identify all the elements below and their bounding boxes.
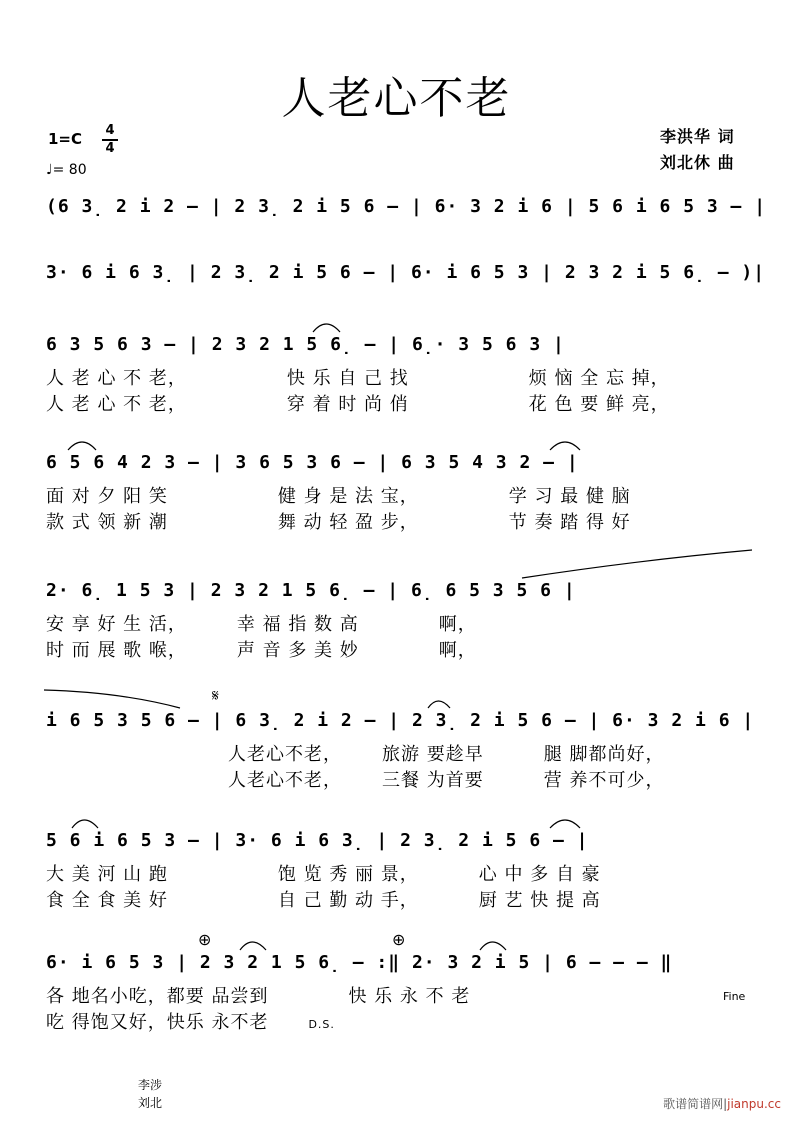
lyric-line: 时 而 展 歌 喉， 声 音 多 美 妙 啊， [46,640,477,661]
key-signature: 1=C [48,130,83,148]
slur-mark [313,324,340,332]
slur-mark [240,942,266,950]
cropped-credit-fragment: 李涉 [138,1078,163,1092]
lyric-line: 各 地名小吃，都要 品尝到 快 乐 永 不 老 [46,986,471,1007]
segno-icon: 𝄋 [212,686,219,705]
notation-row-6: i 6 5 3 5 6 – | 6 3̣ 2 i 2 – | 2 3̣ 2 i 5 6 – | 6· 3 2 i 6 | [46,710,755,731]
site-watermark: 歌谱简谱网|jianpu.cc [663,1097,781,1111]
slur-mark [428,701,450,708]
cropped-credit-fragment: 刘北 [138,1096,163,1110]
lyric-line: 大 美 河 山 跑 饱 览 秀 丽 景， 心 中 多 自 豪 [46,864,601,885]
slur-mark [550,442,580,450]
lyric-line: 款 式 领 新 潮 舞 动 轻 盈 步， 节 奏 踏 得 好 [46,512,631,533]
page-title: 人老心不老 [281,73,512,124]
notation-row-3: 6 3 5 6 3 – | 2 3 2 1 5 6̣ – | 6̣· 3 5 6 3 | [46,334,565,355]
slur-mark [522,550,752,578]
coda-icon: ⊕ [392,930,406,949]
lyric-line: 吃 得饱又好，快乐 永不老 D.S. [46,1012,335,1033]
fine-mark: Fine [723,990,746,1003]
slur-mark [68,442,96,450]
time-signature-bottom: 4 [105,141,115,156]
lyric-line: 安 享 好 生 活， 幸 福 指 数 高 啊， [46,614,477,635]
notation-row-8: 6· i 6 5 3 | 2 3 2 1 5 6̣ – :‖ 2· 3 2 i 5 | 6 – – – ‖ [46,952,673,973]
lyricist-credit: 李洪华 词 [660,127,735,146]
time-signature-top: 4 [105,123,115,138]
tempo-marking: ♩= 80 [46,162,87,178]
notation-row-1: (6 3̣ 2 i 2 – | 2 3̣ 2 i 5 6 – | 6· 3 2 i 6 | 5 6 i 6 5 3 – | [46,196,767,217]
notation-row-4: 6 5 6 4 2 3 – | 3 6 5 3 6 – | 6 3 5 4 3 2 – | [46,452,579,473]
lyric-line: 食 全 食 美 好 自 己 勤 动 手， 厨 艺 快 提 高 [46,890,601,911]
slur-mark [480,942,506,950]
notation-row-5: 2· 6̣ 1 5 3 | 2 3 2 1 5 6̣ – | 6̣ 6 5 3 5 6 | [46,580,576,601]
lyric-line: 人 老 心 不 老， 快 乐 自 己 找 烦 恼 全 忘 掉， [46,368,670,389]
slur-mark [550,820,580,828]
coda-icon: ⊕ [198,930,212,949]
lyric-line: 人 老 心 不 老， 穿 着 时 尚 俏 花 色 要 鲜 亮， [46,394,670,415]
slur-mark [72,820,98,828]
slur-mark [44,690,180,708]
notation-row-2: 3· 6 i 6 3̣ | 2 3̣ 2 i 5 6 – | 6· i 6 5 3 | 2 3 2 i 5 6̣ – )| [46,262,766,283]
lyric-line: 人老心不老， 三餐 为首要 营 养不可少， [228,770,665,791]
lyric-line: 面 对 夕 阳 笑 健 身 是 法 宝， 学 习 最 健 脑 [46,486,631,507]
notation-row-7: 5 6 i 6 5 3 – | 3· 6 i 6 3̣ | 2 3̣ 2 i 5 6 – | [46,830,589,851]
composer-credit: 刘北休 曲 [660,153,735,172]
lyric-line: 人老心不老， 旅游 要趁早 腿 脚都尚好， [228,744,665,765]
